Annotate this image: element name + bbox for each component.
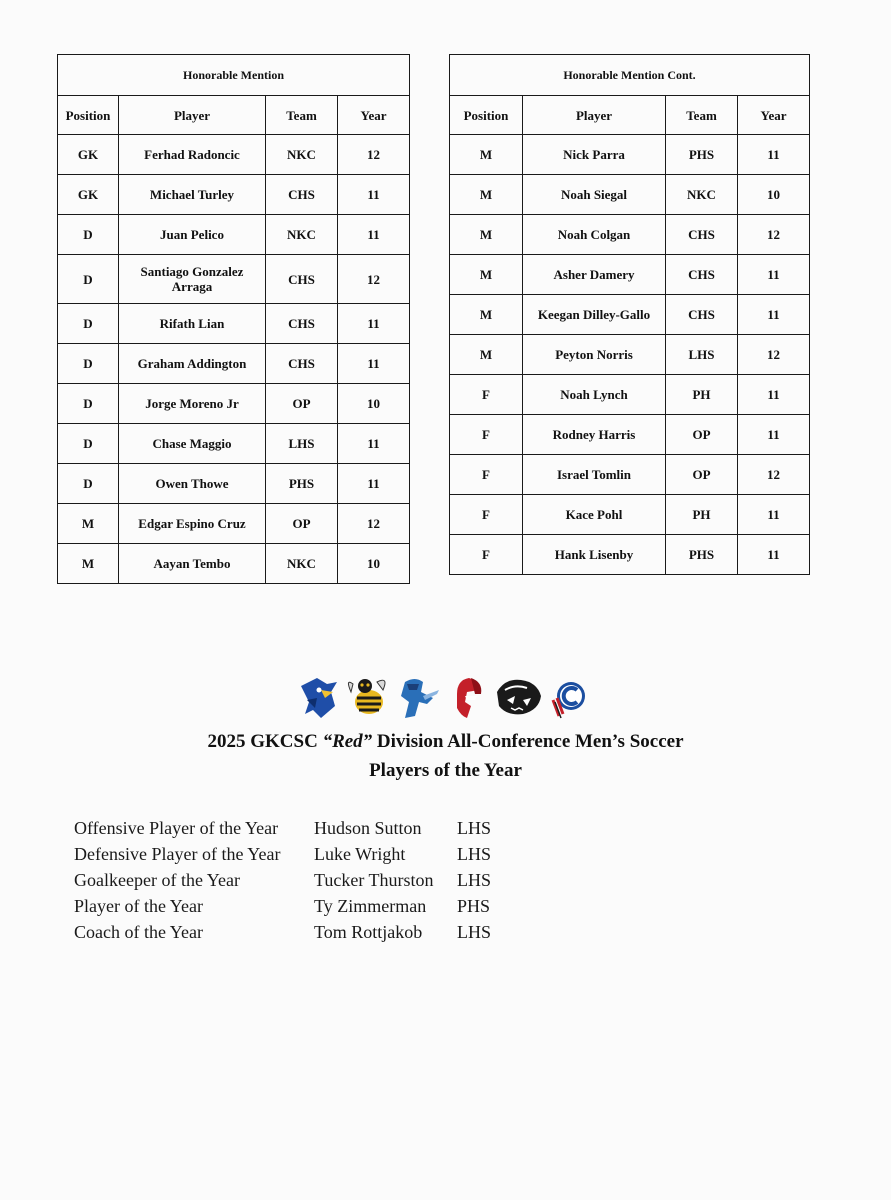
team-cell: CHS bbox=[266, 344, 338, 384]
year-cell: 12 bbox=[338, 255, 410, 304]
player-cell: Juan Pelico bbox=[119, 215, 266, 255]
table-row bbox=[450, 375, 810, 415]
year-cell: 11 bbox=[738, 535, 810, 575]
team-cell: PH bbox=[666, 375, 738, 415]
column-header-team: Team bbox=[666, 96, 738, 135]
list-item bbox=[74, 818, 534, 844]
year-cell: 12 bbox=[738, 335, 810, 375]
winner-school: PHS bbox=[457, 896, 491, 916]
table-row bbox=[58, 304, 410, 344]
column-header-team: Team bbox=[266, 96, 338, 135]
winner-name: Luke Wright bbox=[314, 844, 406, 864]
winner-name: Hudson Sutton bbox=[314, 818, 422, 838]
column-header-position: Position bbox=[58, 96, 119, 135]
award-title: Player of the Year bbox=[74, 896, 203, 916]
player-cell: Peyton Norris bbox=[523, 335, 666, 375]
team-cell: OP bbox=[266, 504, 338, 544]
player-cell: Israel Tomlin bbox=[523, 455, 666, 495]
year-cell: 12 bbox=[338, 504, 410, 544]
year-cell: 11 bbox=[738, 135, 810, 175]
position-cell: D bbox=[58, 344, 119, 384]
table-title: Honorable Mention bbox=[58, 55, 410, 96]
position-cell: M bbox=[58, 544, 119, 584]
table-row bbox=[450, 215, 810, 255]
table-row bbox=[450, 175, 810, 215]
player-cell: Chase Maggio bbox=[119, 424, 266, 464]
position-cell: F bbox=[450, 455, 523, 495]
position-cell: GK bbox=[58, 135, 119, 175]
year-cell: 12 bbox=[338, 135, 410, 175]
year-cell: 11 bbox=[738, 375, 810, 415]
table-row bbox=[58, 544, 410, 584]
winner-school: LHS bbox=[457, 922, 492, 942]
table-row bbox=[450, 295, 810, 335]
position-cell: D bbox=[58, 464, 119, 504]
player-cell: Rodney Harris bbox=[523, 415, 666, 455]
year-cell: 11 bbox=[338, 304, 410, 344]
position-cell: D bbox=[58, 304, 119, 344]
table-row bbox=[58, 215, 410, 255]
player-cell: Hank Lisenby bbox=[523, 535, 666, 575]
year-cell: 11 bbox=[338, 424, 410, 464]
team-cell: CHS bbox=[266, 304, 338, 344]
position-cell: F bbox=[450, 495, 523, 535]
team-cell: NKC bbox=[266, 215, 338, 255]
table-row bbox=[450, 255, 810, 295]
players-of-the-year-list bbox=[74, 818, 534, 948]
award-title: Goalkeeper of the Year bbox=[74, 870, 240, 890]
year-cell: 12 bbox=[738, 455, 810, 495]
year-cell: 10 bbox=[338, 544, 410, 584]
team-cell: NKC bbox=[266, 135, 338, 175]
table-row bbox=[450, 535, 810, 575]
panther-logo-icon bbox=[493, 676, 543, 720]
winner-name: Tucker Thurston bbox=[314, 870, 434, 890]
table-row bbox=[58, 424, 410, 464]
table-row bbox=[450, 495, 810, 535]
table-row bbox=[58, 384, 410, 424]
team-cell: PHS bbox=[666, 535, 738, 575]
position-cell: F bbox=[450, 375, 523, 415]
team-cell: PHS bbox=[666, 135, 738, 175]
position-cell: D bbox=[58, 215, 119, 255]
player-cell: Keegan Dilley-Gallo bbox=[523, 295, 666, 335]
list-item bbox=[74, 922, 534, 948]
list-item bbox=[74, 896, 534, 922]
hornet-logo-icon bbox=[345, 676, 391, 720]
list-item bbox=[74, 870, 534, 896]
cardinal-logo-icon bbox=[297, 676, 339, 720]
team-cell: CHS bbox=[266, 255, 338, 304]
position-cell: M bbox=[450, 295, 523, 335]
winner-school: LHS bbox=[457, 818, 492, 838]
position-cell: M bbox=[450, 175, 523, 215]
winner-name: Tom Rottjakob bbox=[314, 922, 423, 942]
year-cell: 10 bbox=[738, 175, 810, 215]
team-cell: OP bbox=[666, 415, 738, 455]
team-cell: LHS bbox=[266, 424, 338, 464]
player-cell: Kace Pohl bbox=[523, 495, 666, 535]
column-header-player: Player bbox=[523, 96, 666, 135]
column-header-year: Year bbox=[338, 96, 410, 135]
position-cell: M bbox=[450, 135, 523, 175]
year-cell: 11 bbox=[338, 464, 410, 504]
year-cell: 11 bbox=[738, 495, 810, 535]
table-row bbox=[450, 135, 810, 175]
position-cell: D bbox=[58, 384, 119, 424]
page-title bbox=[0, 731, 891, 753]
player-cell: Jorge Moreno Jr bbox=[119, 384, 266, 424]
table-row bbox=[450, 455, 810, 495]
position-cell: M bbox=[450, 335, 523, 375]
winner-name: Ty Zimmerman bbox=[314, 896, 427, 916]
team-logos bbox=[297, 676, 587, 720]
column-header-year: Year bbox=[738, 96, 810, 135]
list-item bbox=[74, 844, 534, 870]
player-cell: Ferhad Radoncic bbox=[119, 135, 266, 175]
honorable-mention-cont-table bbox=[449, 54, 810, 575]
team-cell: PHS bbox=[266, 464, 338, 504]
player-cell: Noah Colgan bbox=[523, 215, 666, 255]
player-cell: Michael Turley bbox=[119, 175, 266, 215]
team-cell: CHS bbox=[666, 295, 738, 335]
table-row bbox=[58, 504, 410, 544]
player-cell: Graham Addington bbox=[119, 344, 266, 384]
player-cell: Noah Siegal bbox=[523, 175, 666, 215]
position-cell: F bbox=[450, 535, 523, 575]
team-cell: NKC bbox=[266, 544, 338, 584]
award-title: Offensive Player of the Year bbox=[74, 818, 279, 838]
year-cell: 11 bbox=[738, 255, 810, 295]
player-cell: Nick Parra bbox=[523, 135, 666, 175]
team-cell: CHS bbox=[266, 175, 338, 215]
player-cell: Owen Thowe bbox=[119, 464, 266, 504]
position-cell: M bbox=[450, 215, 523, 255]
table-row bbox=[450, 415, 810, 455]
year-cell: 12 bbox=[738, 215, 810, 255]
page-subtitle: Players of the Year bbox=[369, 760, 522, 781]
award-title: Coach of the Year bbox=[74, 922, 203, 942]
position-cell: GK bbox=[58, 175, 119, 215]
player-cell: Edgar Espino Cruz bbox=[119, 504, 266, 544]
c-feather-logo-icon bbox=[547, 676, 587, 720]
winner-school: LHS bbox=[457, 870, 492, 890]
knight-logo-icon bbox=[397, 676, 441, 720]
winner-school: LHS bbox=[457, 844, 492, 864]
position-cell: D bbox=[58, 255, 119, 304]
year-cell: 11 bbox=[338, 215, 410, 255]
year-cell: 11 bbox=[738, 415, 810, 455]
player-cell: Noah Lynch bbox=[523, 375, 666, 415]
award-title: Defensive Player of the Year bbox=[74, 844, 281, 864]
team-cell: CHS bbox=[666, 215, 738, 255]
table-row bbox=[58, 175, 410, 215]
column-header-player: Player bbox=[119, 96, 266, 135]
honorable-mention-table bbox=[57, 54, 410, 584]
year-cell: 10 bbox=[338, 384, 410, 424]
spartan-logo-icon bbox=[451, 676, 487, 720]
team-cell: NKC bbox=[666, 175, 738, 215]
position-cell: D bbox=[58, 424, 119, 464]
table-row bbox=[58, 255, 410, 304]
player-cell: Santiago Gonzalez Arraga bbox=[119, 255, 266, 304]
title-suffix: Division All-Conference Men’s Soccer bbox=[372, 731, 684, 752]
table-row bbox=[450, 335, 810, 375]
team-cell: LHS bbox=[666, 335, 738, 375]
year-cell: 11 bbox=[338, 344, 410, 384]
column-header-position: Position bbox=[450, 96, 523, 135]
table-row bbox=[58, 464, 410, 504]
team-cell: CHS bbox=[666, 255, 738, 295]
team-cell: PH bbox=[666, 495, 738, 535]
position-cell: F bbox=[450, 415, 523, 455]
position-cell: M bbox=[58, 504, 119, 544]
title-prefix: 2025 GKCSC bbox=[207, 731, 323, 752]
position-cell: M bbox=[450, 255, 523, 295]
player-cell: Rifath Lian bbox=[119, 304, 266, 344]
table-row bbox=[58, 344, 410, 384]
team-cell: OP bbox=[666, 455, 738, 495]
player-cell: Asher Damery bbox=[523, 255, 666, 295]
player-cell: Aayan Tembo bbox=[119, 544, 266, 584]
table-row bbox=[58, 135, 410, 175]
table-title: Honorable Mention Cont. bbox=[450, 55, 810, 96]
division-name: “Red” bbox=[322, 731, 373, 752]
year-cell: 11 bbox=[738, 295, 810, 335]
team-cell: OP bbox=[266, 384, 338, 424]
year-cell: 11 bbox=[338, 175, 410, 215]
